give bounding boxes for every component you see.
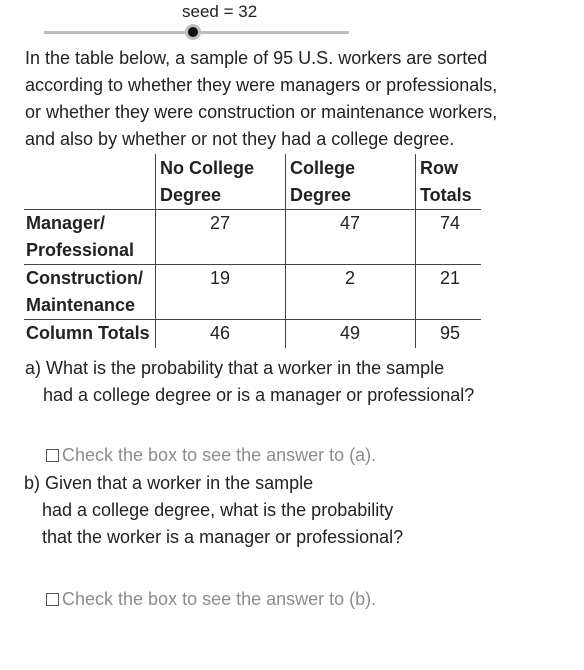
checkbox-a-box[interactable] [46,449,59,462]
cell-grand-total: 95 [439,323,461,343]
checkbox-answer-a[interactable] [46,442,376,469]
cell-manager-no-college: 27 [209,213,231,233]
cell-construction-college: 2 [344,268,355,288]
intro-line-3: or whether they were construction or maintenance workers, [25,102,498,122]
question-a-line-1: a) What is the probability that a worker in the sample [25,358,445,378]
intro-line-4: and also by whether or not they had a college degree. [25,129,455,149]
checkbox-b-label[interactable]: Check the box to see the answer to (b). [62,589,377,609]
header-row-totals-line2: Totals [420,185,472,205]
checkbox-answer-b[interactable] [46,586,376,613]
cell-total-college: 49 [339,323,361,343]
intro-line-1: In the table below, a sample of 95 U.S. workers are sorted [25,48,488,68]
row-label-construction-line2: Maintenance [26,295,136,315]
header-no-college: No College [160,158,255,178]
checkbox-b-box[interactable] [46,593,59,606]
cell-construction-no-college: 19 [209,268,231,288]
question-b-line-3: that the worker is a manager or professional? [42,527,404,547]
row-label-construction: Construction/ [26,268,143,288]
header-row-totals: Row [420,158,458,178]
header-college: College [290,158,356,178]
row-label-column-totals: Column Totals [26,323,150,343]
header-no-college-line2: Degree [160,185,222,205]
header-college-line2: Degree [290,185,352,205]
cell-manager-college: 47 [339,213,361,233]
question-b-line-1: b) Given that a worker in the sample [24,473,314,493]
row-label-manager-line2: Professional [26,240,135,260]
row-label-manager: Manager/ [26,213,106,233]
seed-label: seed = 32 [182,2,258,21]
contingency-table [24,154,484,348]
cell-manager-total: 74 [439,213,461,233]
checkbox-a-label[interactable]: Check the box to see the answer to (a). [62,445,377,465]
question-b-line-2: had a college degree, what is the probability [42,500,394,520]
cell-total-no-college: 46 [209,323,231,343]
seed-slider-handle[interactable] [185,24,201,40]
cell-construction-total: 21 [439,268,461,288]
question-a-line-2: had a college degree or is a manager or professional? [43,385,475,405]
intro-line-2: according to whether they were managers or professionals, [25,75,498,95]
